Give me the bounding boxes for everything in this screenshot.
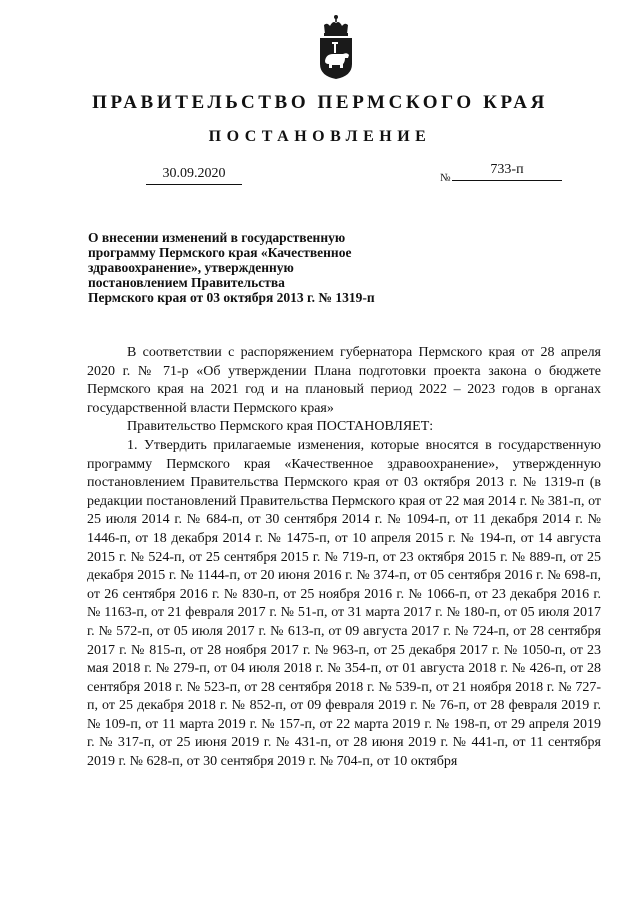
body-paragraph-decree: Правительство Пермского края ПОСТАНОВЛЯЕТ: (127, 419, 434, 435)
body-paragraph-preamble: В соответствии с распоряжением губернатора Пермского края от 28 апреля 2020 г. № 71-р «Об утверждении Плана подготовки проекта закона о бюджете Пермского края на 2021 год и на плановый период 2022 – 2023 годов в органах государственной власти Пермского края» (87, 345, 601, 416)
document-type: ПОСТАНОВЛЕНИЕ (208, 128, 432, 145)
subject-line: Пермского края от 03 октября 2013 г. № 1319-п (88, 290, 375, 305)
document-date: 30.09.2020 (146, 166, 242, 185)
perm-krai-coat-of-arms-icon (316, 14, 356, 80)
body-paragraph-item-1: 1. Утвердить прилагаемые изменения, которые вносятся в государственную программу Пермского края «Качественное здравоохранение», утвержденную постановлением Правительства Пермского края от 03 октября 2013 г. № 1319-п (в редакции постановлений Правительства Пермского края от 22 мая 2014 г. № 381-п, от 25 июля 2014 г. № 684-п, от 30 сентября 2014 г. № 1094-п, от 11 декабря 2014 г. № 1446-п, от 18 декабря 2014 г. № 1475-п, от 10 апреля 2015 г. № 194-п, от 14 августа 2015 г. № 524-п, от 25 сентября 2015 г. № 719-п, от 23 октября 2015 г. № 889-п, от 25 декабря 2015 г. № 1144-п, от 20 июня 2016 г. № 374-п, от 05 сентября 2016 г. № 698-п, от 26 сентября 2016 г. № 830-п, от 25 ноября 2016 г. № 1066-п, от 23 декабря 2016 г. № 1163-п, от 21 февраля 2017 г. № 51-п, от 31 марта 2017 г. № 180-п, от 05 июля 2017 г. № 572-п, от 05 июля 2017 г. № 613-п, от 09 августа 2017 г. № 724-п, от 28 сентября 2017 г. № 815-п, от 28 ноября 2017 г. № 963-п, от 25 декабря 2017 г. № 1050-п, от 23 мая 2018 г. № 279-п, от 04 июля 2018 г. № 354-п, от 01 августа 2018 г. № 426-п, от 28 сентября 2018 г. № 523-п, от 28 сентября 2018 г. № 539-п, от 21 ноября 2018 г. № 727-п, от 25 декабря 2018 г. № 852-п, от 09 февраля 2019 г. № 76-п, от 28 февраля 2019 г. № 109-п, от 11 марта 2019 г. № 157-п, от 22 марта 2019 г. № 198-п, от 29 апреля 2019 г. № 317-п, от 25 июня 2019 г. № 431-п, от 28 июня 2019 г. № 441-п, от 11 сентября 2019 г. № 628-п, от 30 сентября 2019 г. № 704-п, от 10 октября (87, 437, 601, 770)
document-subject (88, 230, 508, 305)
document-body (87, 344, 601, 772)
crown-icon (324, 15, 348, 36)
subject-line: программу Пермского края «Качественное (88, 245, 352, 260)
number-label: № (440, 172, 451, 184)
document-number: 733-п (452, 162, 562, 181)
subject-line: здравоохранение», утвержденную (88, 260, 294, 275)
subject-line: постановлением Правительства (88, 275, 285, 290)
subject-line: О внесении изменений в государственную (88, 230, 346, 245)
organization-title: ПРАВИТЕЛЬСТВО ПЕРМСКОГО КРАЯ (92, 92, 548, 113)
